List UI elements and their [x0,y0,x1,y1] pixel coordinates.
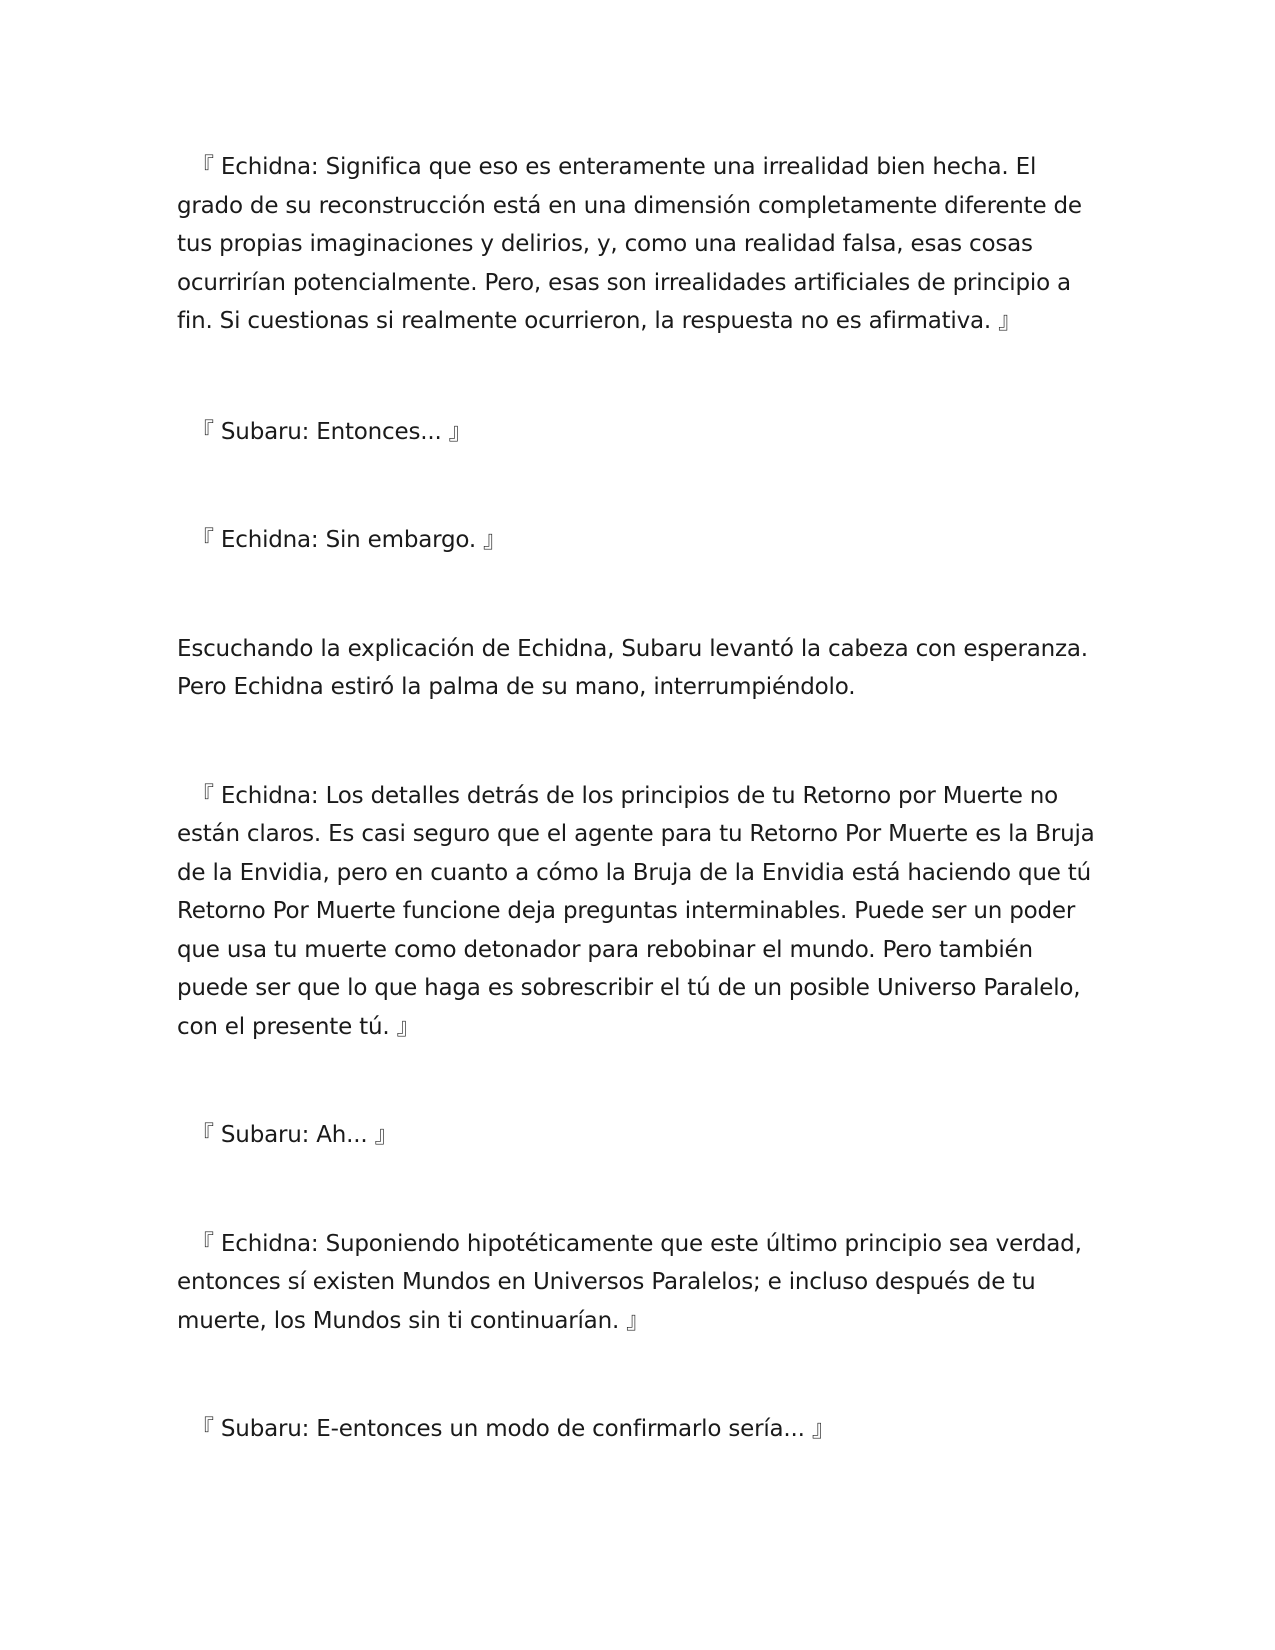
dialogue-paragraph: 『 Subaru: E-entonces un modo de confirmarlo sería... 』 [191,1416,835,1442]
dialogue-paragraph: 『 Echidna: Suponiendo hipotéticamente que este último principio sea verdad, entonces sí existen Mundos en Universos Paralelos; e incluso después de tu muerte, los Mundos sin ti continuarían. 』 [177,1230,1082,1334]
text-column [177,148,1097,1449]
dialogue-paragraph: 『 Echidna: Significa que eso es enteramente una irrealidad bien hecha. El grado de su reconstrucción está en una dimensión completamente diferente de tus propias imaginaciones y delirios, y, como una realidad falsa, esas cosas ocurrirían potencialmente. Pero, esas son irrealidades artificiales de principio a fin. Si cuestionas si realmente ocurrieron, la respuesta no es afirmativa. 』 [177,154,1082,334]
dialogue-paragraph: 『 Echidna: Sin embargo. 』 [191,527,506,553]
dialogue-paragraph: 『 Subaru: Ah... 』 [191,1122,398,1148]
narration-paragraph: Escuchando la explicación de Echidna, Subaru levantó la cabeza con esperanza. Pero Echidna estiró la palma de su mano, interrumpiéndolo. [177,635,1088,700]
dialogue-paragraph: 『 Subaru: Entonces... 』 [191,418,472,445]
dialogue-paragraph: 『 Echidna: Los detalles detrás de los principios de tu Retorno por Muerte no están claros. Es casi seguro que el agente para tu Retorno Por Muerte es la Bruja de la Envidia, pero en cuanto a cómo la Bruja de la Envidia está haciendo que tú Retorno Por Muerte funcione deja preguntas interminables. Puede ser un poder que usa tu muerte como detonador para rebobinar el mundo. Pero también puede ser que lo que haga es sobrescribir el tú de un posible Universo Paralelo, con el presente tú. 』 [177,782,1095,1040]
